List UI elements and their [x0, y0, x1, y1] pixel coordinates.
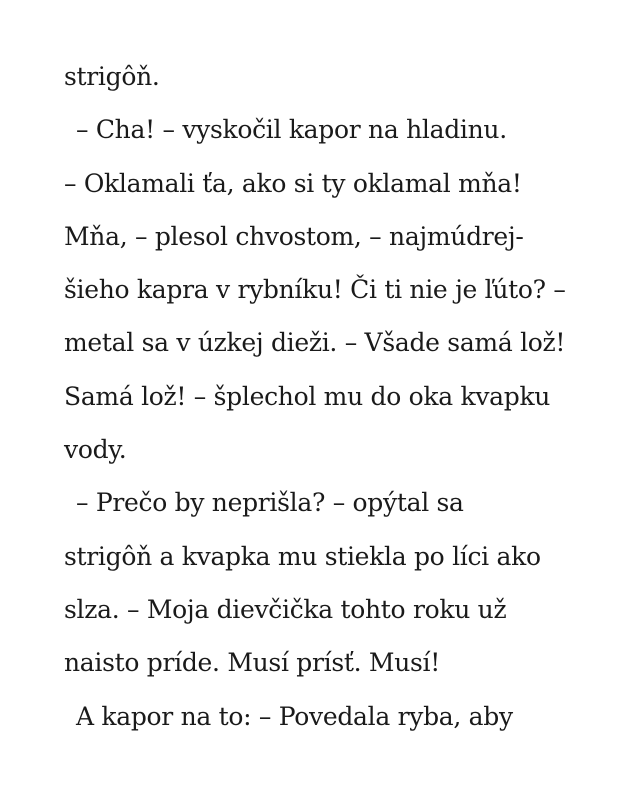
text-line: strigôň a kvapka mu stiekla po líci ako: [64, 541, 541, 571]
text-line: vody.: [64, 435, 127, 465]
text-line: slza. – Moja dievčička tohto roku už: [64, 594, 507, 624]
book-text: [64, 50, 624, 743]
text-line: Samá lož! – šplechol mu do oka kvapku: [64, 381, 551, 411]
text-line: metal sa v úzkej dieži. – Všade samá lož!: [64, 328, 566, 358]
text-line: strigôň.: [64, 62, 160, 91]
text-line: A kapor na to: – Povedala ryba, aby: [76, 701, 513, 731]
text-line: – Prečo by neprišla? – opýtal sa: [76, 488, 464, 518]
text-line: naisto príde. Musí prísť. Musí!: [64, 648, 440, 678]
text-line: Mňa, – plesol chvostom, – najmúdrej-: [64, 221, 524, 251]
text-line: – Cha! – vyskočil kapor na hladinu.: [76, 115, 507, 145]
text-line: šieho kapra v rybníku! Či ti nie je ľúto? –: [64, 275, 566, 305]
text-line: – Oklamali ťa, ako si ty oklamal mňa!: [64, 168, 522, 198]
